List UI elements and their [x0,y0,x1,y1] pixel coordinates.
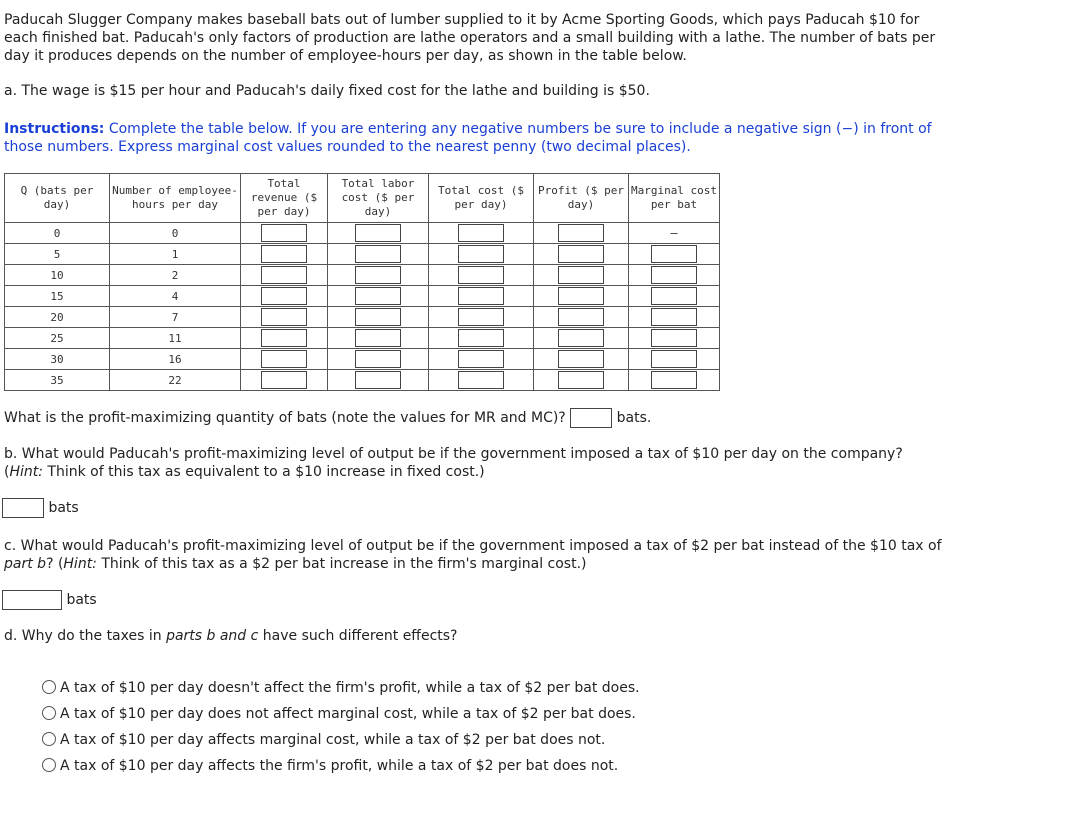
option-4[interactable] [42,757,618,775]
cell-marginal-cost [629,265,720,286]
table-row [5,244,720,265]
total-revenue-input[interactable] [261,350,307,368]
part-c-suffix: bats [66,592,97,608]
total-revenue-input[interactable] [261,371,307,389]
part-c-answer [2,590,97,610]
question-profit-max [4,408,651,428]
part-c-hint-label: Hint: [63,556,97,572]
cell-total-cost [429,244,534,265]
total-revenue-input[interactable] [261,224,307,242]
marginal-cost-input[interactable] [651,350,697,368]
cell-profit [534,265,629,286]
option-label: A tax of $10 per day doesn't affect the firm's profit, while a tax of $2 per bat does. [60,680,640,696]
cell-total-cost [429,349,534,370]
cell-total-cost [429,370,534,391]
part-b-hint: Think of this tax as equivalent to a $10 increase in fixed cost.) [47,464,485,480]
cell-total-cost [429,265,534,286]
total-labor-cost-input[interactable] [355,266,401,284]
table-row [5,349,720,370]
cell-total-cost [429,328,534,349]
marginal-cost-input[interactable] [651,329,697,347]
part-c-italic: part b [4,556,47,572]
cell-profit [534,286,629,307]
profit-input[interactable] [558,287,604,305]
radio-icon[interactable] [42,706,56,720]
profit-input[interactable] [558,308,604,326]
table-row [5,328,720,349]
profit-input[interactable] [558,329,604,347]
question-text: What is the profit-maximizing quantity of bats (note the values for MR and MC)? [4,410,566,426]
cell-marginal-cost [629,328,720,349]
part-b-suffix: bats [48,500,79,516]
cell-q: 20 [5,307,110,328]
cell-total-labor-cost [328,223,429,244]
option-label: A tax of $10 per day does not affect marginal cost, while a tax of $2 per bat does. [60,706,636,722]
question-suffix: bats. [616,410,652,426]
marginal-cost-input[interactable] [651,371,697,389]
part-b-input[interactable] [2,498,44,518]
part-c-hint: Think of this tax as a $2 per bat increase in the firm's marginal cost.) [101,556,587,572]
cell-marginal-cost [629,370,720,391]
total-labor-cost-input[interactable] [355,329,401,347]
option-3[interactable] [42,731,605,749]
marginal-cost-dash: – [670,226,678,240]
header-q: Q (bats per day) [5,174,110,223]
cell-q: 0 [5,223,110,244]
cell-profit [534,244,629,265]
cell-hours: 1 [110,244,241,265]
marginal-cost-input[interactable] [651,266,697,284]
cell-total-revenue [241,349,328,370]
cell-hours: 22 [110,370,241,391]
marginal-cost-input[interactable] [651,308,697,326]
cell-q: 35 [5,370,110,391]
profit-input[interactable] [558,371,604,389]
table-row [5,370,720,391]
problem-intro: Paducah Slugger Company makes baseball bats out of lumber supplied to it by Acme Sporting Goods, which pays Paducah $10 for each finished bat. Paducah's only factors of production are lathe operators and a small building with a lathe. The number of bats per day it produces depends on the number of employee-hours per day, as shown in the table below. [4,12,936,64]
part-b-answer [2,498,79,518]
part-d-text [4,627,457,645]
total-cost-input[interactable] [458,224,504,242]
cell-total-revenue [241,328,328,349]
part-b-text: b. What would Paducah's profit-maximizing level of output be if the government imposed a tax of $10 per day on the company? (Hint: Think of this tax as equivalent to a $10 increase in fixed cost.) [4,446,903,480]
cell-hours: 0 [110,223,241,244]
total-labor-cost-input[interactable] [355,371,401,389]
total-labor-cost-input[interactable] [355,224,401,242]
header-total-labor-cost: Total labor cost ($ per day) [328,174,429,223]
cell-hours: 2 [110,265,241,286]
cell-profit [534,349,629,370]
total-cost-input[interactable] [458,308,504,326]
total-labor-cost-input[interactable] [355,287,401,305]
cell-marginal-cost [629,223,720,244]
cell-total-revenue [241,286,328,307]
profit-max-input[interactable] [570,408,612,428]
part-d-prefix: d. Why do the taxes in [4,628,162,644]
cell-marginal-cost [629,286,720,307]
total-cost-input[interactable] [458,287,504,305]
table-row [5,307,720,328]
cell-q: 30 [5,349,110,370]
cell-total-labor-cost [328,244,429,265]
total-cost-input[interactable] [458,350,504,368]
marginal-cost-input[interactable] [651,287,697,305]
cell-profit [534,307,629,328]
total-revenue-input[interactable] [261,287,307,305]
part-d-suffix: have such different effects? [262,628,458,644]
cost-table [4,173,720,391]
table-row [5,265,720,286]
part-a-text: a. The wage is $15 per hour and Paducah's daily fixed cost for the lathe and building is $50. [4,83,650,99]
cell-total-revenue [241,307,328,328]
cell-hours: 11 [110,328,241,349]
header-total-revenue: Total revenue ($ per day) [241,174,328,223]
header-profit: Profit ($ per day) [534,174,629,223]
header-marginal-cost: Marginal cost per bat [629,174,720,223]
part-d-italic: parts b and c [166,628,259,644]
cell-total-revenue [241,244,328,265]
total-revenue-input[interactable] [261,329,307,347]
radio-icon[interactable] [42,732,56,746]
total-cost-input[interactable] [458,245,504,263]
total-cost-input[interactable] [458,266,504,284]
cell-total-cost [429,307,534,328]
marginal-cost-input[interactable] [651,245,697,263]
total-labor-cost-input[interactable] [355,308,401,326]
profit-input[interactable] [558,245,604,263]
cell-total-cost [429,223,534,244]
total-revenue-input[interactable] [261,245,307,263]
instructions-text: Complete the table below. If you are entering any negative numbers be sure to include a negative sign (−) in front of those numbers. Express marginal cost values rounded to the nearest penny (two decimal places). [4,121,932,155]
cell-total-revenue [241,265,328,286]
total-cost-input[interactable] [458,329,504,347]
cell-hours: 4 [110,286,241,307]
radio-icon[interactable] [42,758,56,772]
total-labor-cost-input[interactable] [355,245,401,263]
cell-marginal-cost [629,307,720,328]
option-2[interactable] [42,705,636,723]
part-c-input[interactable] [2,590,62,610]
cell-profit [534,223,629,244]
part-c-question: c. What would Paducah's profit-maximizing level of output be if the government imposed a tax of $2 per bat instead of the $10 tax of [4,538,942,554]
cell-total-labor-cost [328,286,429,307]
cell-marginal-cost [629,244,720,265]
part-c-text: c. What would Paducah's profit-maximizing level of output be if the government imposed a tax of $2 per bat instead of the $10 tax of part b? (Hint: Think of this tax as a $2 per bat increase in the firm's marginal cost.) [4,538,942,572]
cell-total-labor-cost [328,265,429,286]
cell-total-revenue [241,223,328,244]
total-cost-input[interactable] [458,371,504,389]
cell-total-labor-cost [328,328,429,349]
cell-q: 10 [5,265,110,286]
cell-hours: 16 [110,349,241,370]
profit-input[interactable] [558,350,604,368]
header-hours: Number of employee-hours per day [110,174,241,223]
profit-input[interactable] [558,224,604,242]
cell-total-labor-cost [328,370,429,391]
cell-marginal-cost [629,349,720,370]
table-row [5,286,720,307]
option-1[interactable] [42,679,640,697]
header-total-cost: Total cost ($ per day) [429,174,534,223]
cell-q: 5 [5,244,110,265]
cell-total-revenue [241,370,328,391]
total-revenue-input[interactable] [261,308,307,326]
profit-input[interactable] [558,266,604,284]
cell-q: 25 [5,328,110,349]
instructions-label: Instructions: [4,121,105,137]
table-row [5,223,720,244]
radio-icon[interactable] [42,680,56,694]
cell-total-labor-cost [328,349,429,370]
option-label: A tax of $10 per day affects the firm's profit, while a tax of $2 per bat does not. [60,758,619,774]
total-revenue-input[interactable] [261,266,307,284]
cell-q: 15 [5,286,110,307]
instructions [4,120,934,156]
part-b-question: b. What would Paducah's profit-maximizing level of output be if the government imposed a tax of $10 per day on the company? [4,446,903,462]
option-label: A tax of $10 per day affects marginal cost, while a tax of $2 per bat does not. [60,732,606,748]
cell-profit [534,328,629,349]
cell-total-cost [429,286,534,307]
cell-profit [534,370,629,391]
cell-total-labor-cost [328,307,429,328]
total-labor-cost-input[interactable] [355,350,401,368]
cell-hours: 7 [110,307,241,328]
part-b-hint-label: Hint: [9,464,43,480]
